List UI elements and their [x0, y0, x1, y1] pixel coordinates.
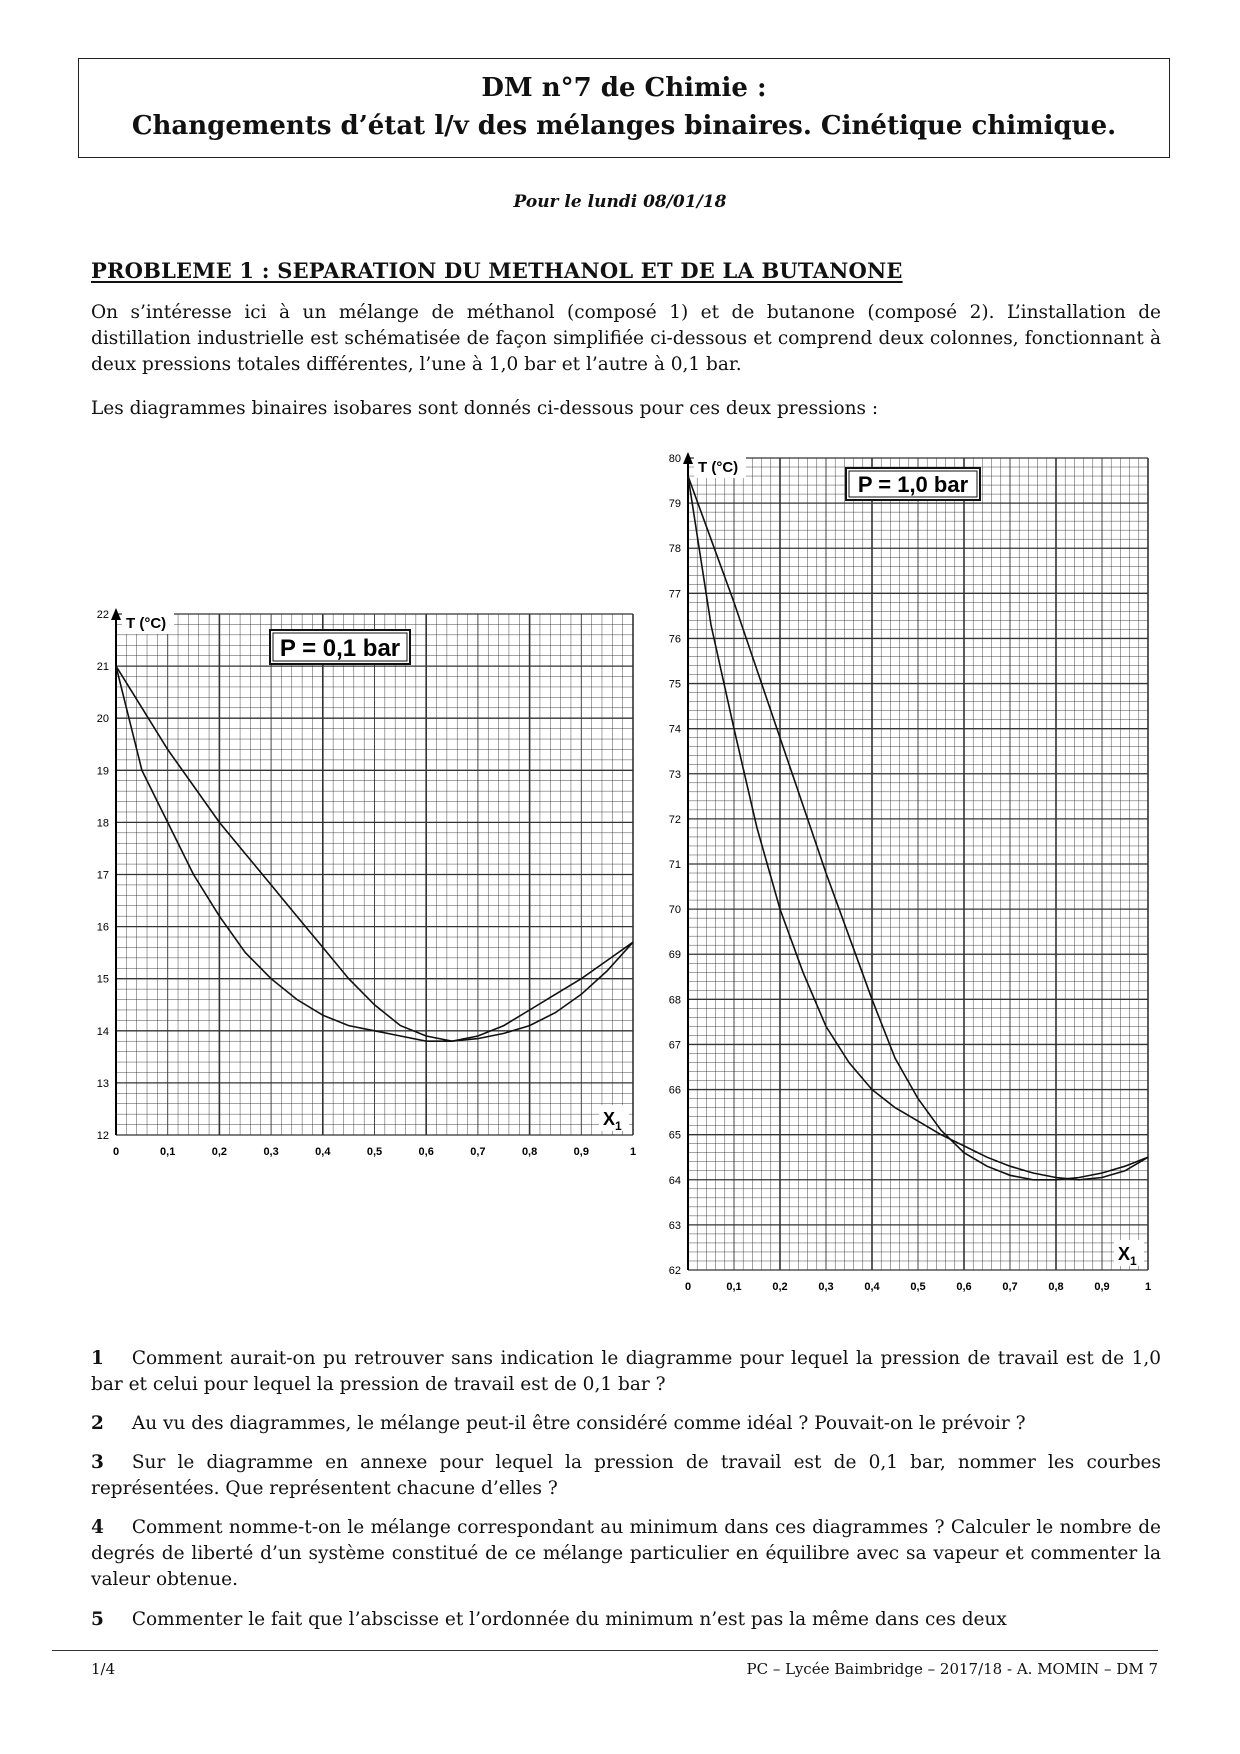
x-tick-label: 0,6: [956, 1281, 972, 1293]
title-box: [78, 58, 1170, 158]
x-tick-label: 0,8: [1048, 1281, 1064, 1293]
problem-title: PROBLEME 1 : SEPARATION DU METHANOL ET DE LA BUTANONE: [91, 258, 903, 283]
grid: [688, 458, 1148, 1270]
y-tick-label: 21: [96, 661, 109, 674]
y-tick-label: 63: [668, 1219, 681, 1232]
x-tick-label: 0,4: [864, 1281, 880, 1293]
x-tick-label: 0,9: [573, 1146, 589, 1158]
x-tick-label: 0,8: [521, 1146, 538, 1158]
x-tick-label: 0,3: [818, 1281, 834, 1293]
x-axis-label: $X_1$: [603, 1109, 622, 1133]
question-2: [91, 1411, 1161, 1437]
x-tick-label: 0: [112, 1146, 120, 1158]
due-date: Pour le lundi 08/01/18: [513, 192, 727, 212]
y-tick-label: 12: [96, 1130, 109, 1142]
y-tick-label: 74: [668, 723, 681, 736]
question-5: [91, 1607, 1161, 1633]
question-text: Au vu des diagrammes, le mélange peut-il être considéré comme idéal ? Pouvait-on le prévoir ?: [131, 1413, 1026, 1434]
question-text: Sur le diagramme en annexe pour lequel la pression de travail est de 0,1 bar, nommer les courbes représentées. Que représentent chacune d’elles ?: [91, 1452, 1161, 1499]
question-3: [91, 1450, 1161, 1502]
y-tick-label: 67: [668, 1039, 681, 1052]
x-tick-label: 0,2: [772, 1281, 788, 1293]
y-tick-label: 78: [668, 543, 681, 556]
y-tick-label: 64: [668, 1174, 681, 1187]
x-tick-label: 0,9: [1094, 1281, 1110, 1293]
y-axis-label: T (°C): [126, 615, 167, 632]
y-tick-label: 66: [668, 1084, 681, 1097]
y-tick-label: 62: [668, 1265, 681, 1277]
y-tick-label: 68: [668, 994, 681, 1007]
x-tick-label: 0,3: [263, 1146, 279, 1158]
y-tick-label: 15: [96, 973, 109, 986]
question-text: Comment nomme-t-on le mélange correspondant au minimum dans ces diagrammes ? Calculer le nombre de degrés de liberté d’un système constitué de ce mélange particulier en équilibre avec sa vapeur et commenter la valeur obtenue.: [91, 1517, 1161, 1590]
y-tick-label: 77: [668, 588, 681, 601]
y-tick-label: 20: [96, 713, 109, 726]
footer-page: 1/4: [91, 1660, 116, 1678]
y-tick-label: 17: [96, 869, 109, 882]
x-tick-label: 1: [1144, 1281, 1152, 1293]
chart-p01: [96, 609, 668, 1170]
question-number: 2: [91, 1413, 104, 1434]
title-line-2: Changements d’état l/v des mélanges binaires. Cinétique chimique.: [131, 111, 1117, 141]
chart-title: P = 0,1 bar: [279, 635, 401, 662]
x-tick-label: 0,4: [315, 1146, 331, 1158]
x-tick-label: 0,7: [1002, 1281, 1018, 1293]
y-tick-label: 69: [668, 949, 681, 962]
question-number: 3: [91, 1452, 104, 1473]
question-number: 4: [91, 1517, 104, 1538]
question-text: Comment aurait-on pu retrouver sans indication le diagramme pour lequel la pression de travail est de 1,0 bar et celui pour lequel la pression de travail est de 0,1 bar ?: [91, 1348, 1161, 1395]
chart-p10: [662, 448, 1162, 1298]
y-tick-label: 16: [96, 921, 109, 934]
x-tick-label: 0,5: [910, 1281, 926, 1293]
y-tick-label: 19: [96, 765, 109, 778]
question-number: 5: [91, 1609, 104, 1630]
y-tick-label: 70: [668, 904, 681, 917]
x-tick-label: 0,1: [160, 1146, 176, 1158]
chart-title: P = 1,0 bar: [857, 472, 969, 497]
y-tick-label: 13: [96, 1077, 109, 1090]
x-axis-label: $X_1$: [1118, 1244, 1137, 1268]
question-number: 1: [91, 1348, 104, 1369]
y-axis-label: T (°C): [698, 459, 739, 476]
x-tick-label: 0,2: [211, 1146, 228, 1158]
x-tick-label: 0,5: [366, 1146, 383, 1158]
y-tick-label: 72: [668, 813, 681, 826]
y-tick-label: 14: [96, 1025, 109, 1038]
x-tick-label: 0,1: [726, 1281, 742, 1293]
title-line-1: DM n°7 de Chimie :: [481, 73, 767, 103]
y-tick-label: 79: [668, 498, 681, 511]
y-tick-label: 75: [668, 678, 681, 691]
y-tick-label: 18: [96, 817, 109, 830]
footer-divider: [52, 1650, 1158, 1651]
x-tick-label: 1: [629, 1146, 637, 1158]
question-4: [91, 1515, 1161, 1593]
y-tick-label: 76: [668, 633, 681, 646]
y-tick-label: 80: [668, 453, 681, 465]
footer-info: PC – Lycée Baimbridge – 2017/18 - A. MOMIN – DM 7: [746, 1660, 1158, 1678]
question-text: Commenter le fait que l’abscisse et l’ordonnée du minimum n’est pas la même dans ces deux: [131, 1609, 1007, 1630]
x-tick-label: 0,6: [418, 1146, 434, 1158]
y-tick-label: 65: [668, 1129, 681, 1142]
diagrams-intro: Les diagrammes binaires isobares sont donnés ci-dessous pour ces deux pressions :: [91, 398, 879, 419]
y-tick-label: 71: [668, 859, 681, 871]
problem-intro: On s’intéresse ici à un mélange de méthanol (composé 1) et de butanone (composé 2). L’installation de distillation industrielle est schématisée de façon simplifiée ci-dessous et comprend deux colonnes, fonctionnant à deux pressions totales différentes, l’une à 1,0 bar et l’autre à 0,1 bar.: [91, 302, 1161, 375]
y-tick-label: 22: [96, 609, 109, 621]
question-1: [91, 1346, 1161, 1398]
y-tick-label: 73: [668, 768, 681, 781]
x-tick-label: 0: [684, 1281, 692, 1293]
x-tick-label: 0,7: [470, 1146, 486, 1158]
